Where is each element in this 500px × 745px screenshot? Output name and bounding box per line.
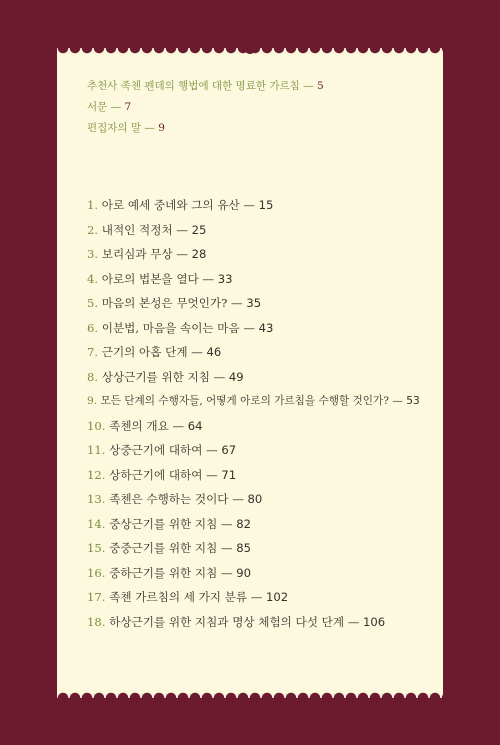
- toc-title: 모든 단계의 수행자들, 어떻게 아로의 가르침을 수행할 것인가?: [100, 395, 389, 407]
- toc-dash: —: [243, 320, 255, 335]
- toc-title: 내적인 적정처: [101, 222, 173, 237]
- toc-page: 15: [258, 198, 274, 212]
- toc-number: 10.: [87, 418, 106, 433]
- front-matter-label: 서문: [87, 101, 108, 113]
- toc-item[interactable]: [87, 193, 437, 218]
- toc-number: 15.: [87, 541, 106, 555]
- toc-page: 85: [236, 541, 252, 555]
- toc-number: 18.: [87, 614, 106, 629]
- front-matter-list: [87, 76, 427, 139]
- toc-page: 80: [247, 492, 263, 506]
- toc-dash: —: [221, 516, 233, 531]
- toc-dash: —: [206, 467, 218, 482]
- toc-item[interactable]: [87, 536, 437, 561]
- table-of-contents: [87, 193, 437, 634]
- toc-page: 71: [221, 467, 237, 482]
- toc-item[interactable]: [87, 610, 437, 635]
- toc-title: 상하근기에 대하여: [109, 467, 203, 482]
- toc-number: 8.: [87, 369, 99, 384]
- toc-dash: —: [231, 296, 243, 310]
- toc-page: 49: [228, 369, 244, 384]
- front-matter-item[interactable]: [87, 97, 427, 118]
- toc-number: 6.: [87, 320, 99, 335]
- toc-page: 90: [236, 565, 252, 580]
- page-scalloped-edge-top: [57, 48, 443, 60]
- toc-dash: —: [191, 345, 203, 359]
- front-matter-label: 추천사 족첸 펜데의 행법에 대한 명료한 가르침: [87, 80, 300, 92]
- toc-page: 64: [187, 418, 203, 433]
- toc-title: 상중근기에 대하여: [109, 443, 203, 457]
- toc-number: 5.: [87, 296, 99, 310]
- toc-page: 82: [236, 516, 252, 531]
- toc-dash: —: [213, 369, 226, 384]
- toc-page: 33: [217, 271, 233, 286]
- toc-title: 족첸 가르침의 세 가지 분류: [109, 590, 248, 604]
- toc-number: 1.: [87, 198, 99, 212]
- toc-page: 25: [191, 222, 207, 237]
- front-matter-item[interactable]: [87, 118, 427, 139]
- toc-item[interactable]: [87, 218, 437, 243]
- toc-title: 아로의 법본을 열다: [101, 271, 199, 286]
- toc-number: 9.: [87, 395, 98, 407]
- front-matter-page: 5: [316, 80, 324, 92]
- toc-title: 하상근기를 위한 지침과 명상 체험의 다섯 단계: [109, 614, 345, 629]
- toc-number: 17.: [87, 590, 106, 604]
- toc-page: 67: [221, 443, 237, 457]
- toc-title: 중하근기를 위한 지침: [109, 565, 218, 580]
- toc-item[interactable]: [87, 561, 437, 586]
- toc-dash: —: [221, 541, 233, 555]
- toc-number: 12.: [87, 467, 106, 482]
- front-matter-label: 편집자의 말: [87, 122, 142, 134]
- toc-item[interactable]: [87, 414, 437, 439]
- toc-dash: —: [250, 590, 263, 604]
- toc-title: 중상근기를 위한 지침: [109, 516, 218, 531]
- toc-title: 상상근기를 위한 지침: [101, 369, 210, 384]
- toc-title: 보리심과 무상: [101, 247, 173, 261]
- toc-dash: —: [202, 271, 214, 286]
- page-scalloped-edge-bottom: [57, 686, 443, 698]
- toc-title: 이분법, 마음을 속이는 마음: [101, 320, 240, 335]
- toc-number: 13.: [87, 492, 106, 506]
- toc-item[interactable]: [87, 463, 437, 488]
- toc-item[interactable]: [87, 438, 437, 463]
- toc-item[interactable]: [87, 365, 437, 390]
- toc-title: 아로 예세 중네와 그의 유산: [101, 198, 240, 212]
- toc-page: 28: [191, 247, 207, 261]
- toc-dash: —: [347, 614, 360, 629]
- toc-title: 중중근기를 위한 지침: [109, 541, 218, 555]
- toc-title: 마음의 본성은 무엇인가?: [101, 296, 228, 310]
- toc-dash: —: [243, 198, 255, 212]
- toc-item[interactable]: [87, 242, 437, 267]
- toc-title: 족첸은 수행하는 것이다: [109, 492, 229, 506]
- toc-item[interactable]: [87, 487, 437, 512]
- toc-dash: —: [221, 565, 233, 580]
- toc-page: 102: [266, 590, 289, 604]
- toc-page: 53: [406, 395, 420, 407]
- toc-page: 46: [206, 345, 222, 359]
- toc-number: 14.: [87, 516, 106, 531]
- toc-dash: —: [392, 395, 403, 407]
- toc-item[interactable]: [87, 316, 437, 341]
- front-matter-page: 9: [158, 122, 165, 134]
- toc-page: 35: [246, 296, 262, 310]
- toc-item[interactable]: [87, 340, 437, 365]
- toc-number: 11.: [87, 443, 106, 457]
- toc-number: 7.: [87, 345, 99, 359]
- toc-number: 4.: [87, 271, 99, 286]
- front-matter-dash: —: [303, 80, 314, 92]
- toc-page: 106: [363, 614, 386, 629]
- toc-item[interactable]: [87, 267, 437, 292]
- toc-number: 16.: [87, 565, 106, 580]
- toc-title: 족첸의 개요: [109, 418, 169, 433]
- toc-dash: —: [172, 418, 185, 433]
- toc-dash: —: [176, 247, 188, 261]
- front-matter-dash: —: [110, 101, 122, 113]
- toc-dash: —: [232, 492, 244, 506]
- toc-number: 3.: [87, 247, 99, 261]
- toc-item[interactable]: [87, 512, 437, 537]
- toc-item[interactable]: [87, 585, 437, 610]
- toc-number: 2.: [87, 222, 99, 237]
- toc-page: 43: [258, 320, 274, 335]
- toc-title: 근기의 아홉 단계: [101, 345, 188, 359]
- toc-item[interactable]: [87, 389, 437, 414]
- toc-item[interactable]: [87, 291, 437, 316]
- front-matter-dash: —: [144, 122, 155, 134]
- front-matter-page: 7: [124, 101, 132, 113]
- front-matter-item[interactable]: [87, 76, 427, 97]
- toc-dash: —: [176, 222, 188, 237]
- toc-dash: —: [206, 443, 218, 457]
